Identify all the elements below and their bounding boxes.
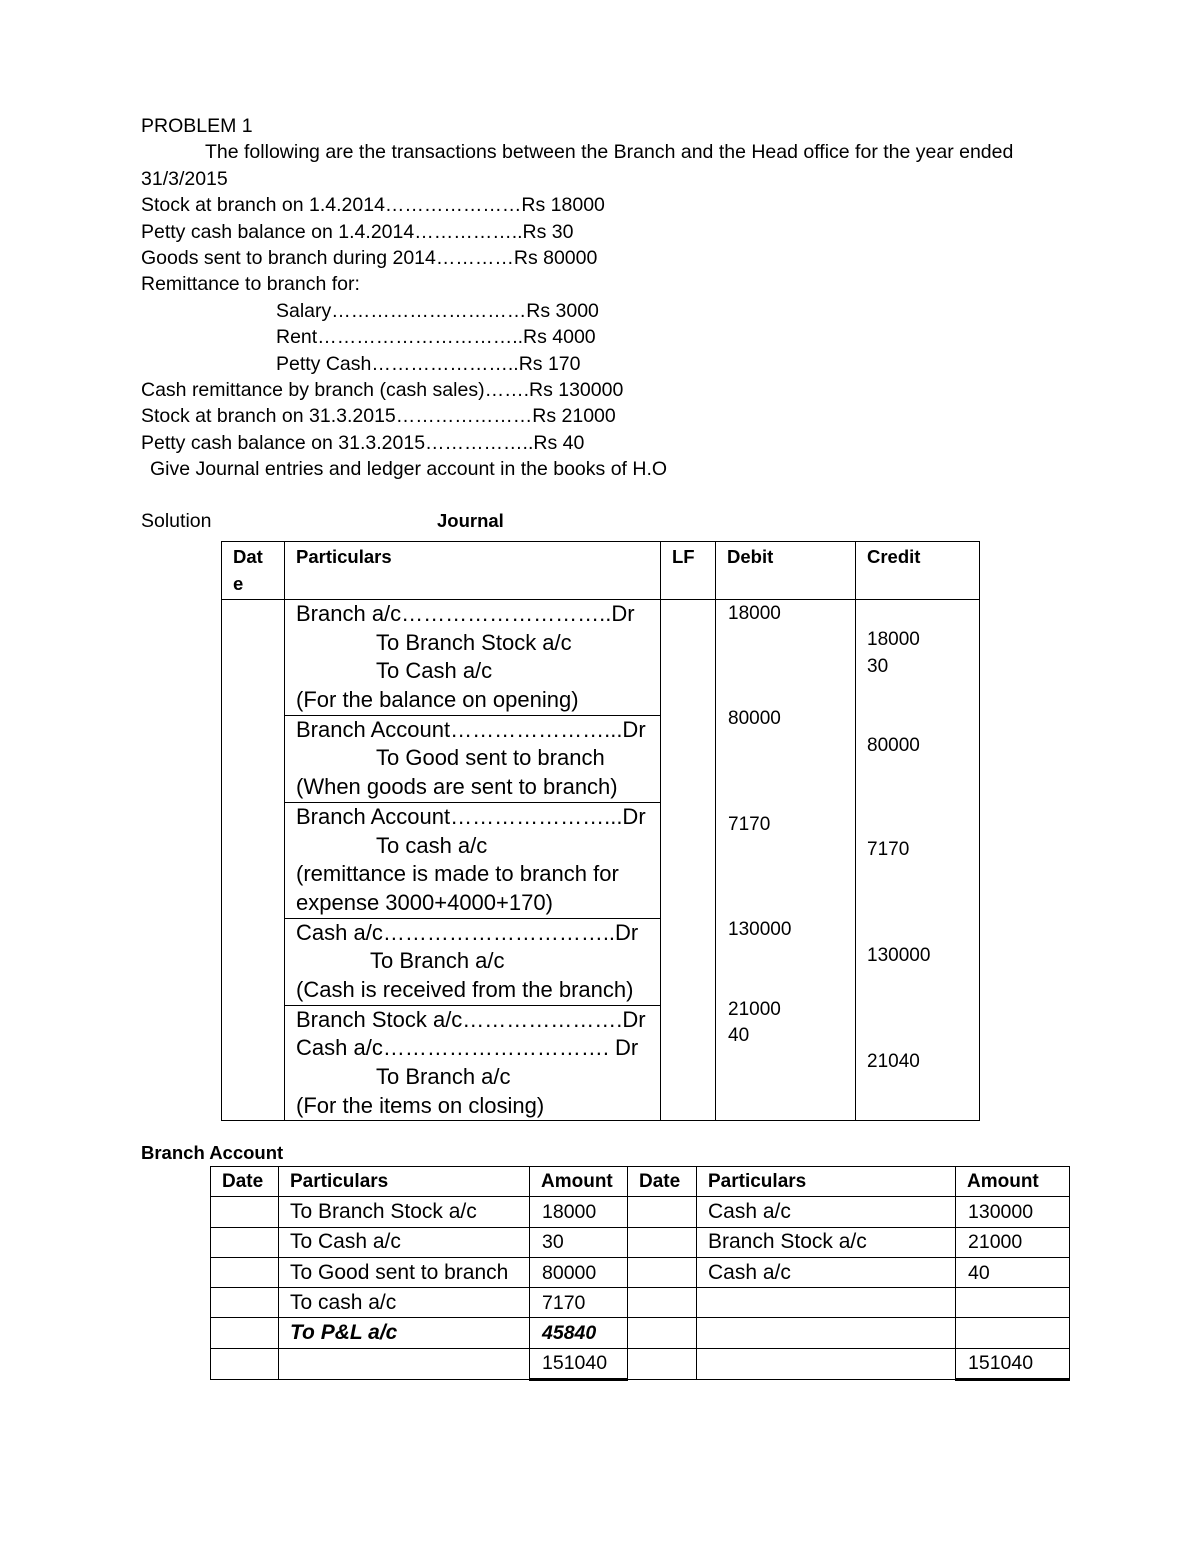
credit-date-cell xyxy=(628,1318,697,1348)
credit-particulars-cell: Branch Stock a/c xyxy=(697,1227,956,1257)
entry-debit-line: Cash a/c…………………………..Dr xyxy=(296,919,639,945)
detail-closing-stock: Stock at branch on 31.3.2015…………………Rs 21000 xyxy=(141,405,616,428)
journal-particulars-cell xyxy=(285,600,661,1121)
entry-credit-line: To cash a/c xyxy=(376,832,488,858)
journal-header-date xyxy=(222,542,285,600)
ledger-row xyxy=(211,1257,1070,1287)
credit-amount: 7170 xyxy=(867,839,910,860)
remittance-petty-cash: Petty Cash…………………..Rs 170 xyxy=(276,352,581,375)
credit-amount-cell xyxy=(956,1318,1070,1348)
credit-date-cell xyxy=(628,1288,697,1318)
credit-total: 151040 xyxy=(956,1348,1070,1379)
debit-date-cell xyxy=(211,1288,279,1318)
entry-narration: (When goods are sent to branch) xyxy=(296,774,618,800)
detail-opening-stock: Stock at branch on 1.4.2014…………………Rs 18000 xyxy=(141,194,605,217)
ledger-header-particulars: Particulars xyxy=(279,1167,530,1197)
debit-date-cell xyxy=(211,1197,279,1227)
problem-intro-continued: 31/3/2015 xyxy=(141,167,228,190)
solution-label: Solution xyxy=(141,510,212,532)
detail-closing-petty-cash: Petty cash balance on 31.3.2015……………..Rs 40 xyxy=(141,431,585,454)
entry-credit-line: To Cash a/c xyxy=(376,658,493,684)
entry-credit-line: To Branch Stock a/c xyxy=(376,629,572,655)
debit-total: 151040 xyxy=(530,1348,628,1379)
journal-header-lf: LF xyxy=(661,542,716,600)
journal-debit-cell xyxy=(716,600,856,1121)
credit-amount: 130000 xyxy=(867,945,931,966)
entry-credit-line: To Branch a/c xyxy=(376,1064,511,1089)
ledger-row xyxy=(211,1288,1070,1318)
credit-amount-cell: 40 xyxy=(956,1257,1070,1287)
journal-lf-cell xyxy=(661,600,716,1121)
debit-amount: 40 xyxy=(728,1025,750,1046)
debit-amount: 80000 xyxy=(728,708,781,729)
journal-table xyxy=(221,541,980,1121)
entry-narration: (For the balance on opening) xyxy=(296,687,579,713)
debit-amount: 18000 xyxy=(728,603,781,624)
detail-goods-sent: Goods sent to branch during 2014…………Rs 80000 xyxy=(141,246,598,269)
debit-amount-cell: 7170 xyxy=(530,1288,628,1318)
remittance-rent: Rent…………………………..Rs 4000 xyxy=(276,326,596,349)
detail-opening-petty-cash: Petty cash balance on 1.4.2014……………..Rs 30 xyxy=(141,220,574,243)
entry-credit-line: To Good sent to branch xyxy=(376,745,605,771)
credit-amounts xyxy=(856,600,979,1120)
debit-date-cell xyxy=(211,1257,279,1287)
entry-narration: expense 3000+4000+170) xyxy=(296,889,553,915)
ledger-total-row xyxy=(211,1348,1070,1379)
credit-amount-cell: 21000 xyxy=(956,1227,1070,1257)
credit-amount-cell xyxy=(956,1288,1070,1318)
debit-particulars-cell: To cash a/c xyxy=(279,1288,530,1318)
ledger-header-particulars: Particulars xyxy=(697,1167,956,1197)
journal-body-row xyxy=(222,600,980,1121)
credit-date-cell xyxy=(628,1257,697,1287)
entry-debit-line: Branch Account…………………...Dr xyxy=(296,716,646,742)
journal-header-date-label: Date xyxy=(233,546,263,594)
credit-particulars-cell xyxy=(697,1288,956,1318)
ledger-header-row xyxy=(211,1167,1070,1197)
journal-entry-remittance xyxy=(285,803,660,919)
debit-amount: 7170 xyxy=(728,814,771,835)
debit-date-cell xyxy=(211,1318,279,1348)
journal-title: Journal xyxy=(437,510,504,531)
detail-cash-remittance: Cash remittance by branch (cash sales)…….Rs 130000 xyxy=(141,378,624,401)
journal-header-row xyxy=(222,542,980,600)
problem-intro: The following are the transactions between the Branch and the Head office for the year ended xyxy=(205,141,1014,164)
entry-debit-line: Branch a/c………………………..Dr xyxy=(296,601,635,626)
ledger-header-date: Date xyxy=(628,1167,697,1197)
credit-amount-cell: 130000 xyxy=(956,1197,1070,1227)
ledger-row xyxy=(211,1197,1070,1227)
debit-date-cell xyxy=(211,1348,279,1379)
debit-balance-particulars: To P&L a/c xyxy=(279,1318,530,1348)
debit-particulars-cell xyxy=(279,1348,530,1379)
debit-amount: 21000 xyxy=(728,999,781,1020)
credit-amount: 18000 xyxy=(867,629,920,650)
problem-title: PROBLEM 1 xyxy=(141,115,253,137)
credit-particulars-cell xyxy=(697,1348,956,1379)
debit-amount-cell: 30 xyxy=(530,1227,628,1257)
journal-entry-goods-sent xyxy=(285,716,660,803)
debit-amount: 130000 xyxy=(728,919,792,940)
detail-remittance-heading: Remittance to branch for: xyxy=(141,273,360,296)
branch-account-title: Branch Account xyxy=(141,1142,284,1163)
credit-date-cell xyxy=(628,1197,697,1227)
ledger-header-amount: Amount xyxy=(530,1167,628,1197)
branch-account-table xyxy=(210,1166,1070,1381)
debit-particulars-cell: To Good sent to branch xyxy=(279,1257,530,1287)
debit-amounts xyxy=(716,600,855,1120)
credit-particulars-cell xyxy=(697,1318,956,1348)
entry-debit-line: Branch Account…………………...Dr xyxy=(296,803,646,829)
credit-amount: 30 xyxy=(867,656,889,677)
ledger-row-balance xyxy=(211,1318,1070,1348)
ledger-row xyxy=(211,1227,1070,1257)
credit-particulars-cell: Cash a/c xyxy=(697,1197,956,1227)
entry-narration: (Cash is received from the branch) xyxy=(296,976,634,1002)
debit-amount-cell: 18000 xyxy=(530,1197,628,1227)
entry-debit-line: Cash a/c…………………………. Dr xyxy=(296,1035,639,1061)
credit-amount: 21040 xyxy=(867,1051,920,1072)
journal-header-credit: Credit xyxy=(856,542,980,600)
entry-narration: (For the items on closing) xyxy=(296,1092,545,1118)
remittance-salary: Salary…………………………Rs 3000 xyxy=(276,299,599,322)
entry-debit-line: Branch Stock a/c………………….Dr xyxy=(296,1006,646,1032)
journal-entry-cash-received xyxy=(285,919,660,1006)
problem-task: Give Journal entries and ledger account in the books of H.O xyxy=(150,458,668,481)
debit-particulars-cell: To Cash a/c xyxy=(279,1227,530,1257)
debit-balance-amount: 45840 xyxy=(530,1318,628,1348)
journal-entry-closing xyxy=(285,1006,660,1121)
debit-particulars-cell: To Branch Stock a/c xyxy=(279,1197,530,1227)
credit-amount: 80000 xyxy=(867,735,920,756)
credit-date-cell xyxy=(628,1227,697,1257)
journal-credit-cell xyxy=(856,600,980,1121)
ledger-header-amount: Amount xyxy=(956,1167,1070,1197)
debit-amount-cell: 80000 xyxy=(530,1257,628,1287)
entry-credit-line: To Branch a/c xyxy=(370,948,505,974)
journal-header-particulars: Particulars xyxy=(285,542,661,600)
journal-date-cell xyxy=(222,600,285,1121)
entry-narration: (remittance is made to branch for xyxy=(296,861,619,887)
ledger-header-date: Date xyxy=(211,1167,279,1197)
credit-particulars-cell: Cash a/c xyxy=(697,1257,956,1287)
problem-statement xyxy=(141,113,1013,482)
journal-header-debit: Debit xyxy=(716,542,856,600)
debit-date-cell xyxy=(211,1227,279,1257)
journal-entry-opening xyxy=(285,600,660,716)
credit-date-cell xyxy=(628,1348,697,1379)
